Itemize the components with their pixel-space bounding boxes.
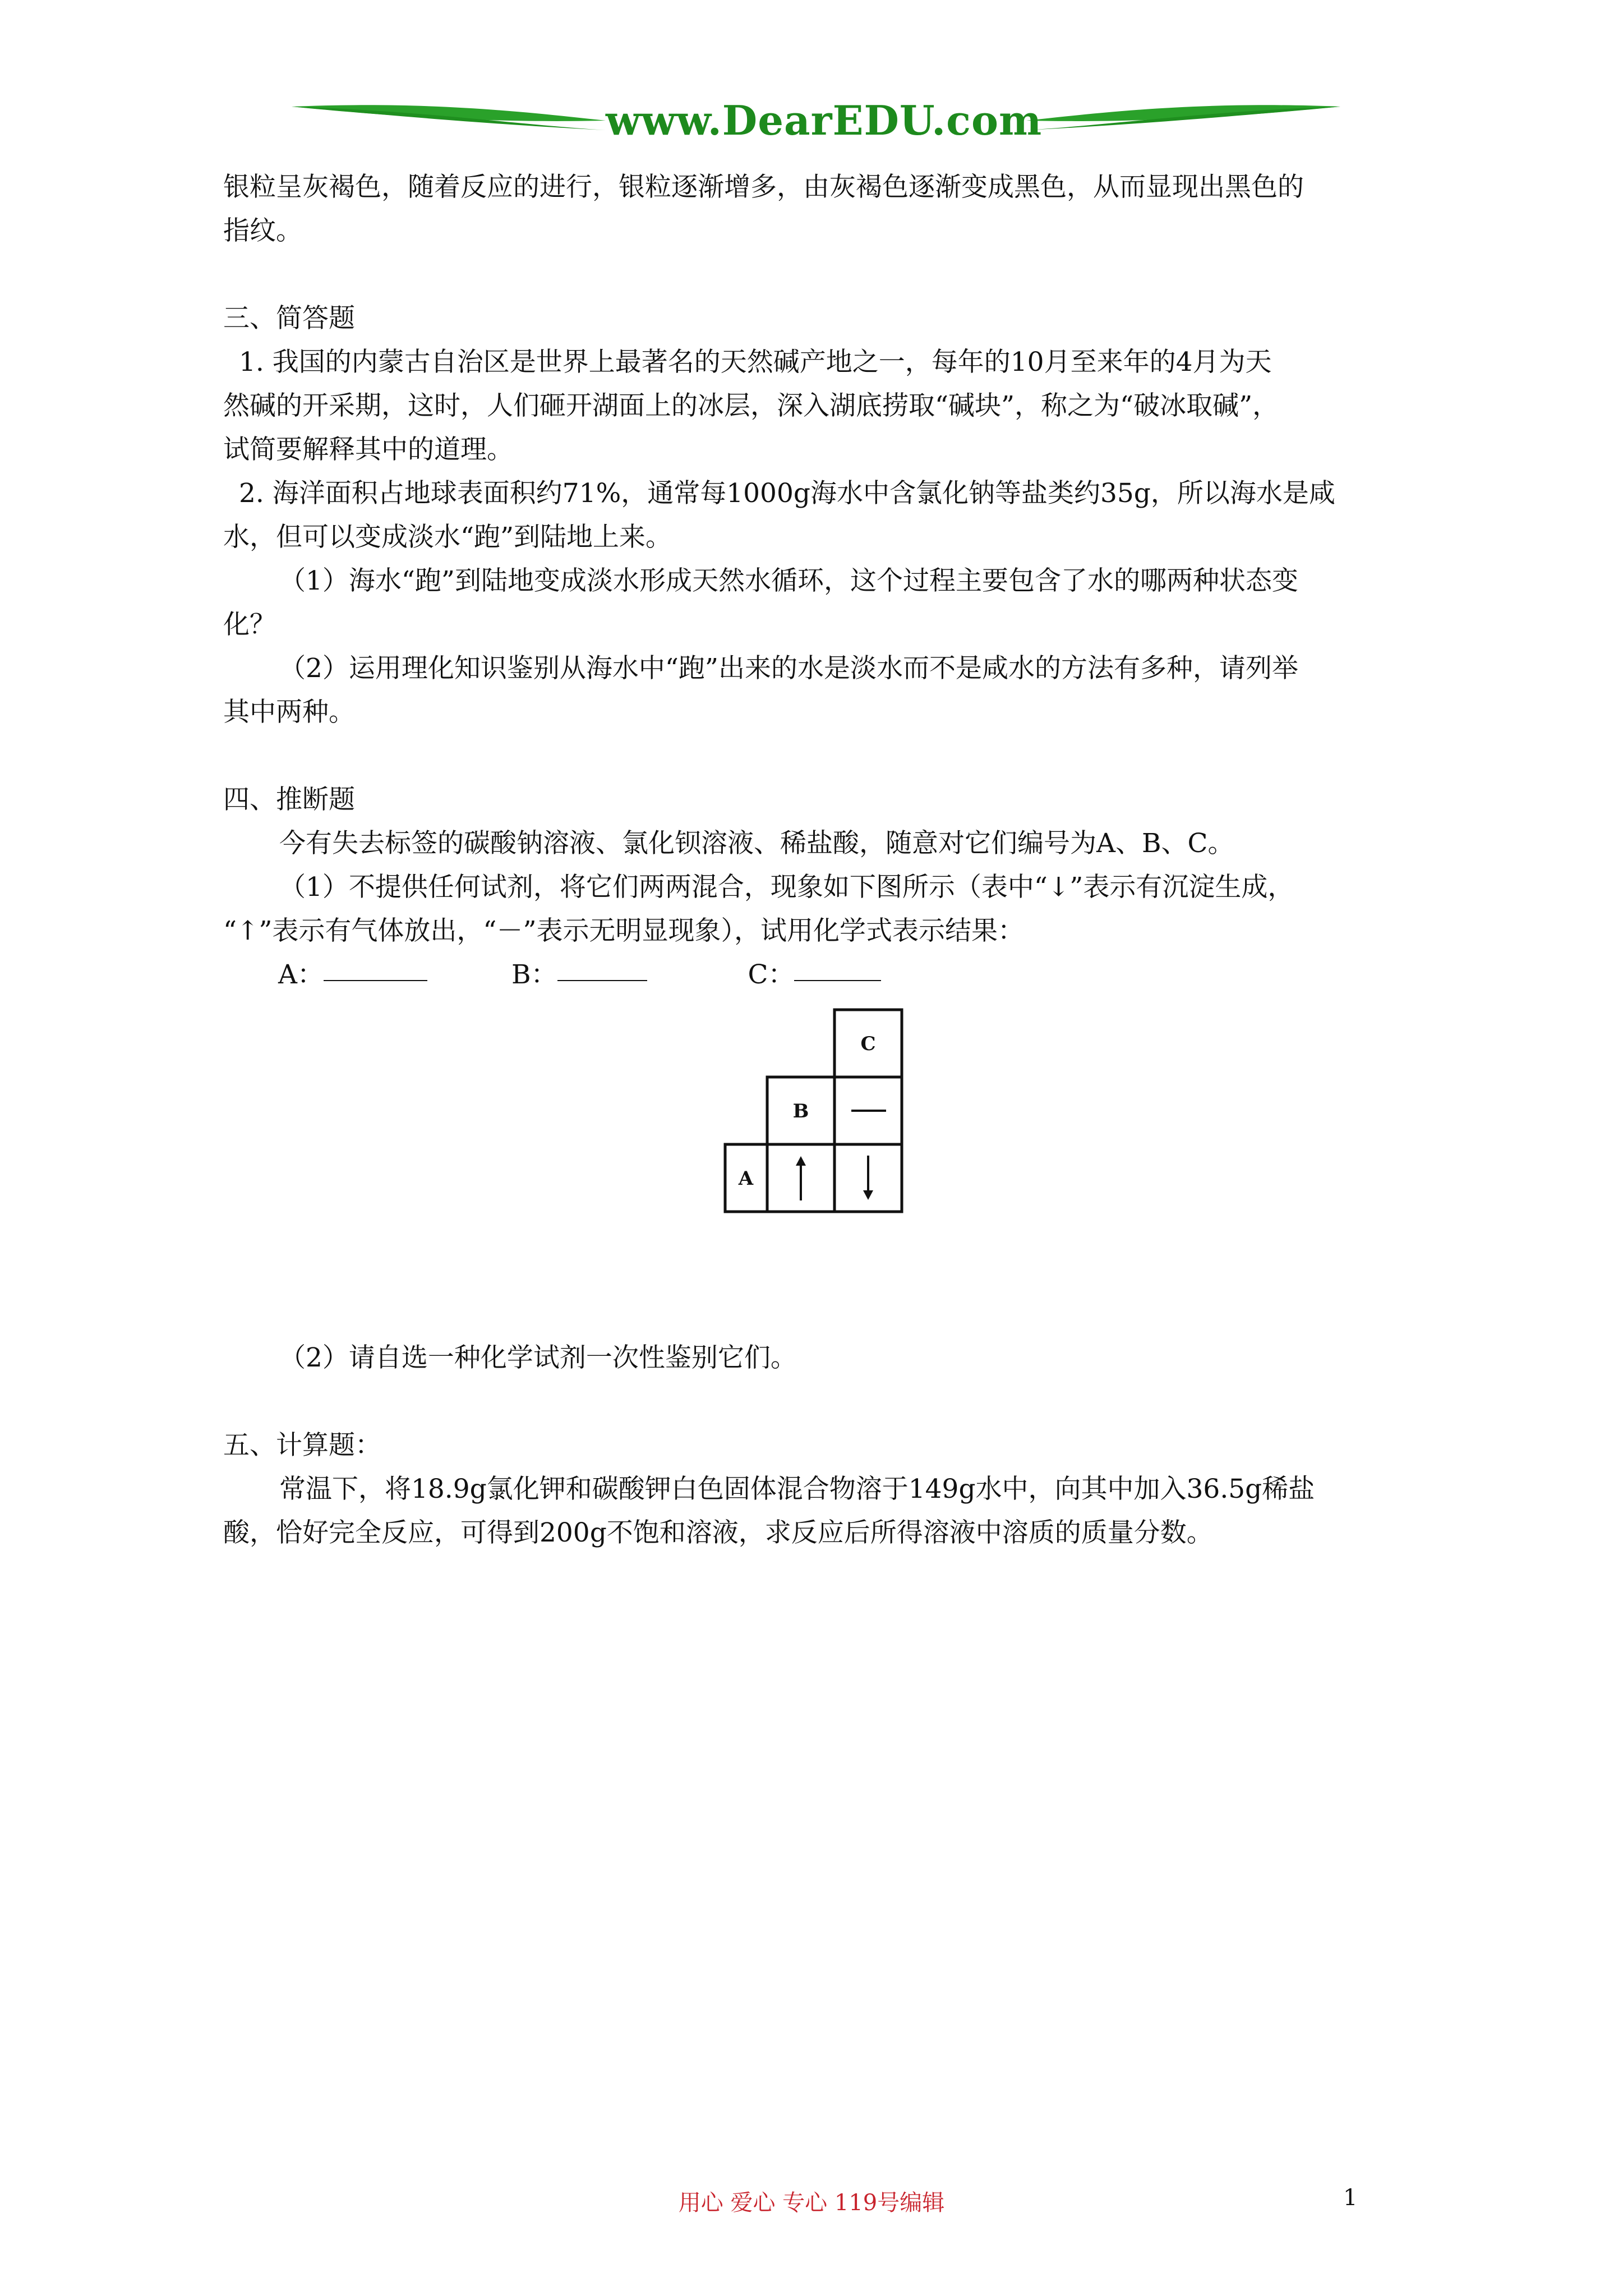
- mixing-result-grid: [722, 1007, 913, 1222]
- sub-question: （2）运用理化知识鉴别从海水中“跑”出来的水是淡水而不是咸水的方法有多种，请列举: [279, 653, 1298, 684]
- paragraph: 试简要解释其中的道理。: [223, 434, 513, 465]
- page-number: 1: [1343, 2185, 1358, 2211]
- paragraph: 然碱的开采期，这时，人们砸开湖面上的冰层，深入湖底捞取“碱块”，称之为“破冰取碱”，: [223, 390, 1279, 421]
- section-heading: 五、计算题：: [223, 1430, 381, 1461]
- section-heading: 三、简答题: [223, 303, 355, 334]
- page-header: [292, 90, 1340, 168]
- grid-label-c: C: [860, 1033, 876, 1055]
- answer-a-label: A：: [278, 959, 324, 990]
- answer-blanks: [223, 953, 1423, 997]
- answer-a-blank[interactable]: [324, 953, 427, 981]
- grid-label-b: B: [792, 1100, 809, 1122]
- paragraph: 化？: [223, 609, 276, 640]
- sub-question: （1）不提供任何试剂，将它们两两混合，现象如下图所示（表中“↓”表示有沉淀生成，: [279, 872, 1294, 903]
- paragraph: “↑”表示有气体放出，“－”表示无明显现象），试用化学式表示结果：: [223, 915, 1024, 946]
- answer-b-blank[interactable]: [557, 953, 647, 981]
- brand-logo-text[interactable]: www.DearEDU.com: [606, 96, 1043, 144]
- sub-question: （1）海水“跑”到陆地变成淡水形成天然水循环，这个过程主要包含了水的哪两种状态变: [279, 565, 1298, 596]
- grid-label-a: A: [738, 1167, 754, 1190]
- question-2: 2. 海洋面积占地球表面积约71%，通常每1000g海水中含氯化钠等盐类约35g，所以海水是咸: [239, 478, 1335, 509]
- sub-question: （2）请自选一种化学试剂一次性鉴别它们。: [279, 1342, 797, 1373]
- precipitate-arrow-down-icon: [863, 1156, 873, 1200]
- paragraph: 银粒呈灰褐色，随着反应的进行，银粒逐渐增多，由灰褐色逐渐变成黑色，从而显现出黑色的: [223, 172, 1304, 203]
- paragraph: 常温下，将18.9g氯化钾和碳酸钾白色固体混合物溶于149g水中，向其中加入36.5g稀盐: [279, 1474, 1315, 1504]
- paragraph: 酸，恰好完全反应，可得到200g不饱和溶液，求反应后所得溶液中溶质的质量分数。: [223, 1517, 1213, 1548]
- paragraph: 今有失去标签的碳酸钠溶液、氯化钡溶液、稀盐酸，随意对它们编号为A、B、C。: [279, 828, 1234, 859]
- answer-b-label: B：: [511, 959, 557, 990]
- gas-arrow-up-icon: [796, 1156, 806, 1200]
- page-footer: 用心 爱心 专心 119号编辑: [678, 2190, 945, 2216]
- answer-c-blank[interactable]: [794, 953, 881, 981]
- section-heading: 四、推断题: [223, 784, 355, 815]
- paragraph: 水，但可以变成淡水“跑”到陆地上来。: [223, 522, 672, 553]
- paragraph: 指纹。: [223, 215, 302, 246]
- paragraph: 其中两种。: [223, 697, 355, 728]
- answer-c-label: C：: [748, 959, 795, 990]
- document-body: [223, 165, 1423, 1555]
- question-1: 1. 我国的内蒙古自治区是世界上最著名的天然碱产地之一，每年的10月至来年的4月为天: [239, 347, 1272, 378]
